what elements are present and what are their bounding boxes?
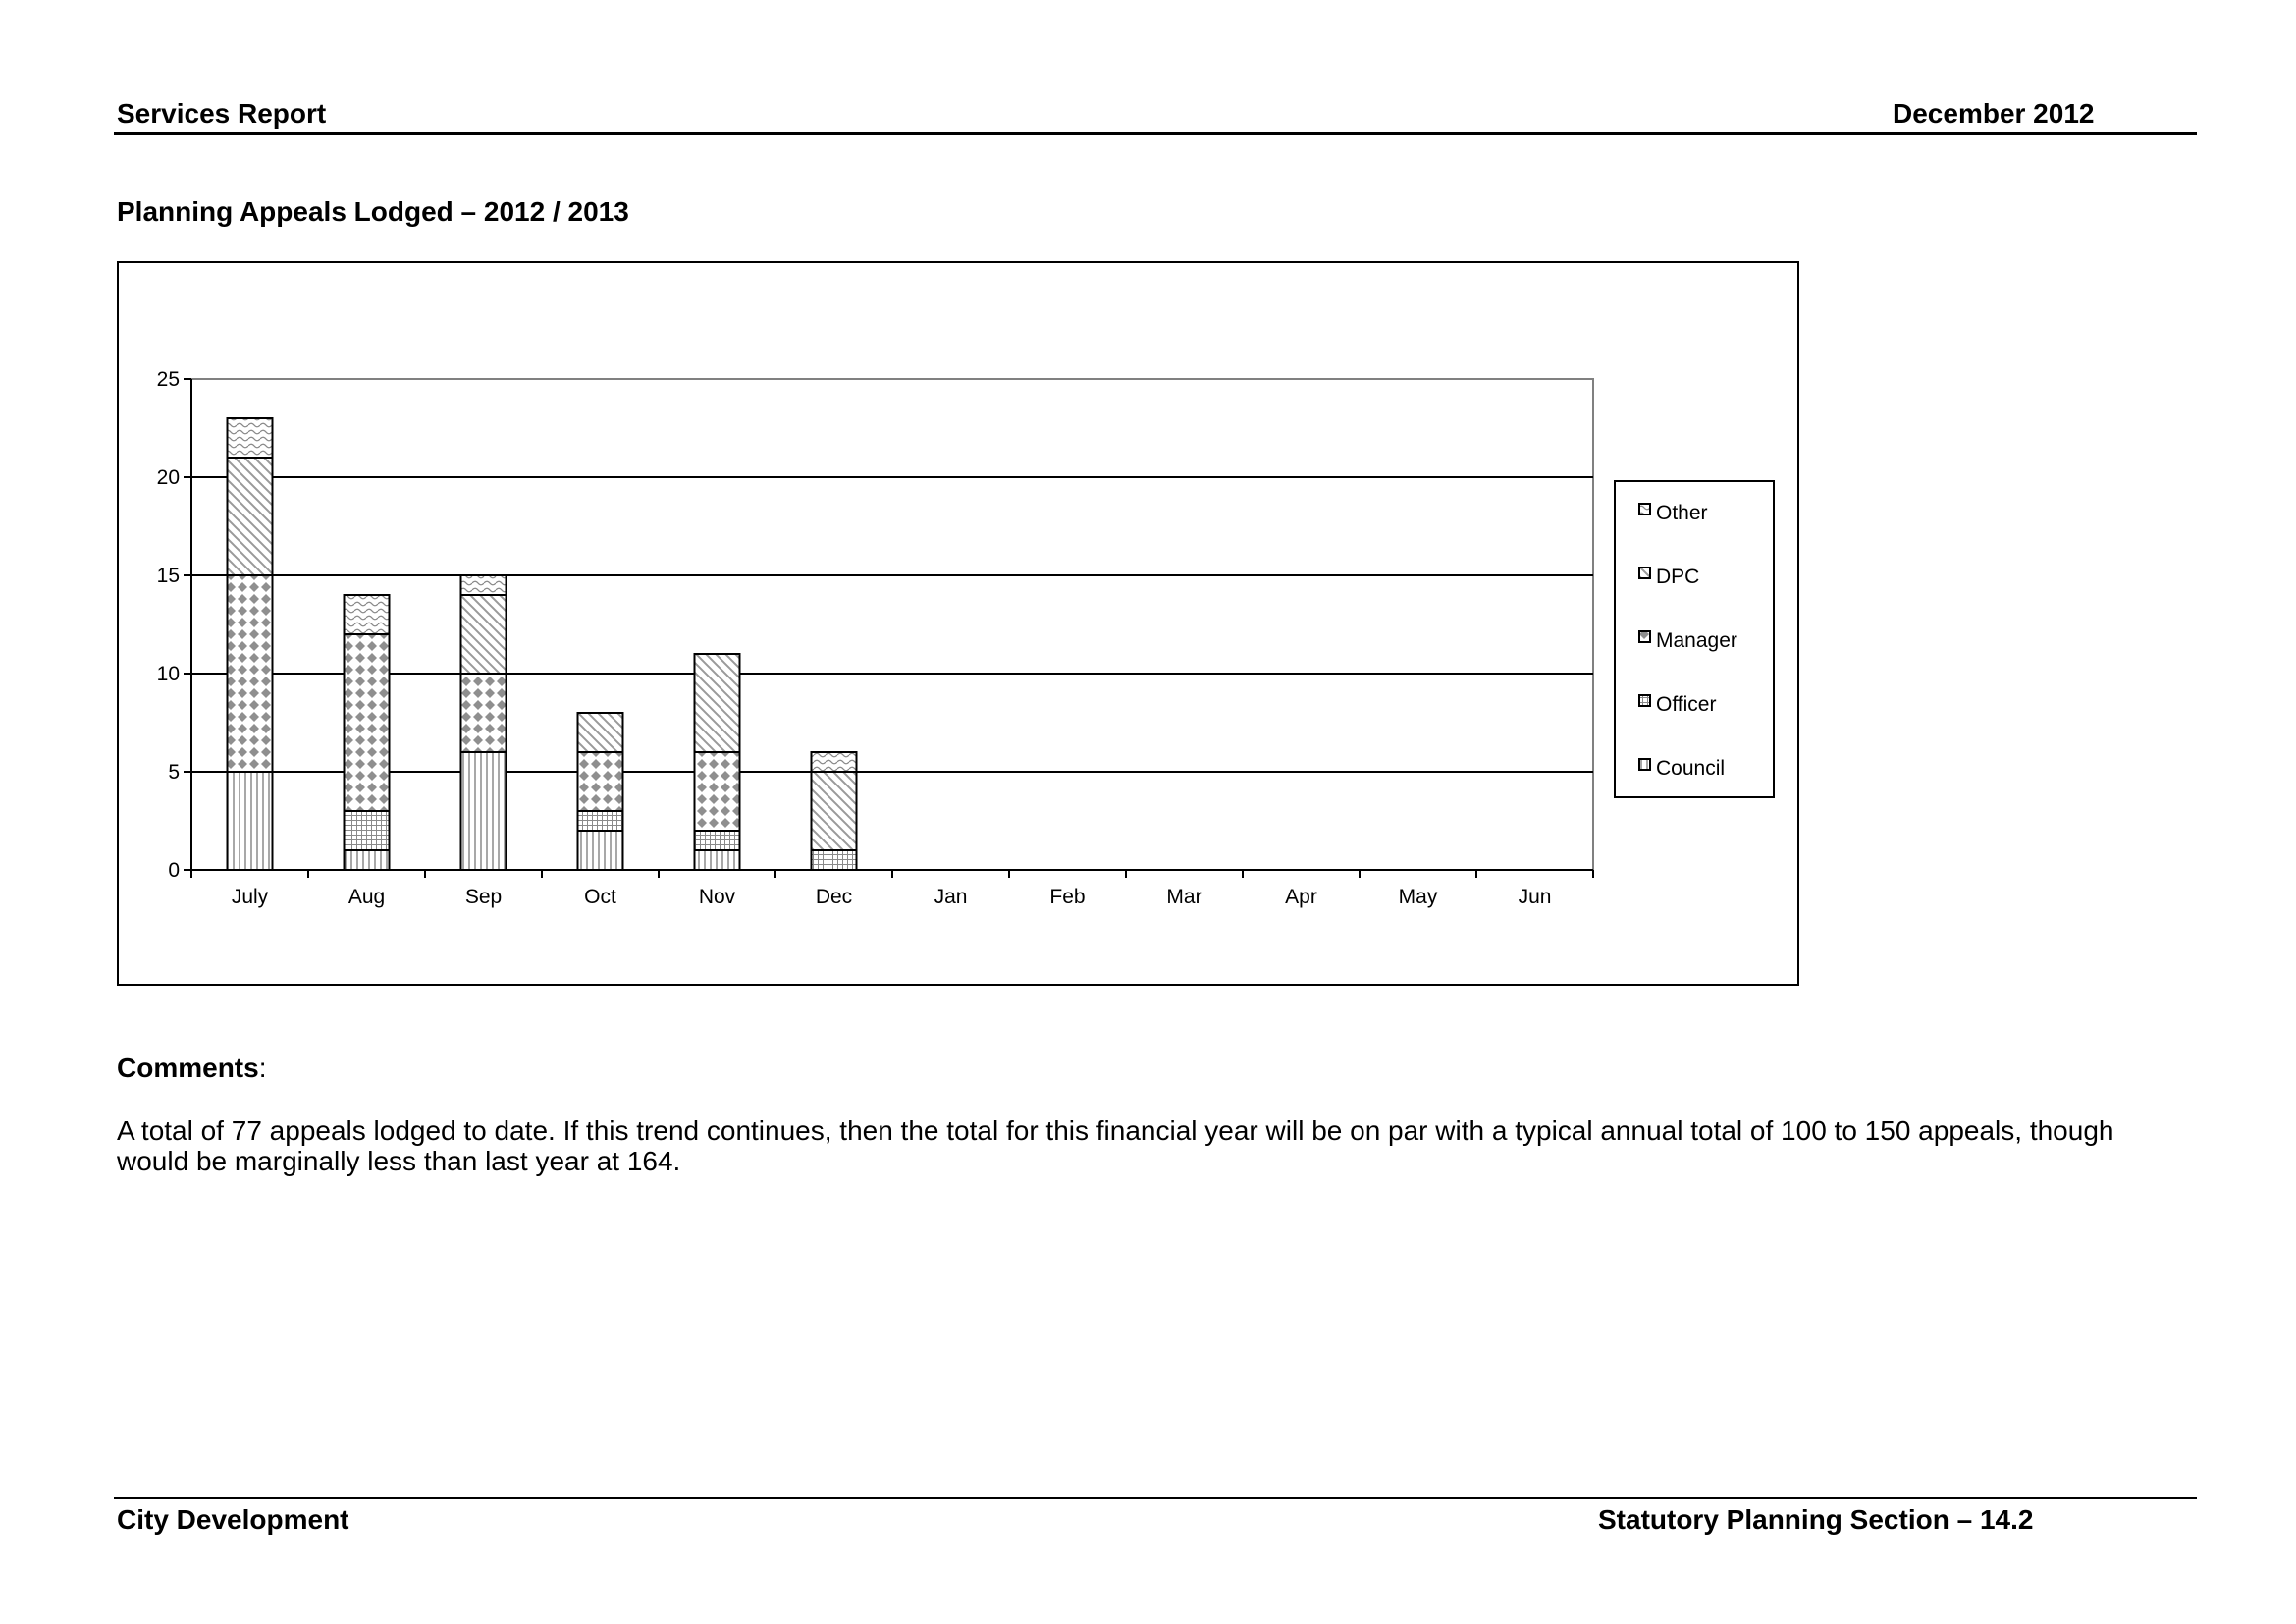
bar-oct-officer	[578, 811, 623, 831]
legend-swatch-council	[1639, 759, 1650, 770]
footer-left: City Development	[117, 1504, 349, 1535]
comments-text: A total of 77 appeals lodged to date. If this trend continues, then the total for this financial year will be on par with a typical annual total of 100 to 150 appeals, though would be marginally less than last year at 164.	[117, 1115, 2114, 1176]
bar-july-dpc	[228, 458, 273, 575]
bar-nov-manager	[695, 752, 740, 831]
legend-label-other: Other	[1656, 502, 1708, 524]
bar-sep-council	[461, 752, 507, 870]
x-tick-label: Jun	[1518, 886, 1552, 908]
bar-oct-dpc	[578, 713, 623, 752]
bar-july-manager	[228, 575, 273, 772]
bar-aug-manager	[345, 634, 390, 811]
x-tick-label: July	[231, 886, 269, 908]
bar-aug-officer	[345, 811, 390, 850]
legend-label-council: Council	[1656, 757, 1726, 780]
bar-aug-council	[345, 850, 390, 870]
bar-july-other	[228, 418, 273, 458]
x-tick-label: Sep	[464, 886, 503, 908]
chart-title: Planning Appeals Lodged – 2012 / 2013	[117, 196, 629, 227]
bar-nov-officer	[695, 831, 740, 850]
header-left-title: Services Report	[117, 98, 327, 129]
legend-swatch-officer	[1639, 695, 1650, 706]
header-rule	[114, 132, 2197, 135]
comments-heading	[117, 1053, 266, 1084]
x-tick-label: Jan	[934, 886, 968, 908]
x-tick-label: Oct	[584, 886, 616, 908]
x-tick-label: Apr	[1285, 886, 1317, 908]
y-tick-label: 15	[156, 565, 180, 587]
header-right-date: December 2012	[1893, 98, 2095, 129]
bar-sep-dpc	[461, 595, 507, 674]
bar-nov-council	[695, 850, 740, 870]
bar-july-council	[228, 772, 273, 870]
legend-label-dpc: DPC	[1656, 566, 1700, 588]
x-tick-label: Dec	[815, 886, 853, 908]
bar-sep-manager	[461, 674, 507, 752]
legend	[1615, 481, 1774, 797]
chart-frame	[117, 261, 1799, 986]
legend-label-manager: Manager	[1656, 629, 1737, 652]
legend-swatch-other	[1639, 504, 1650, 514]
bar-dec-other	[812, 752, 857, 772]
bar-nov-dpc	[695, 654, 740, 752]
legend-swatch-manager	[1639, 631, 1650, 642]
footer-rule	[114, 1497, 2197, 1499]
x-tick-label: May	[1398, 886, 1438, 908]
stacked-bar-chart	[119, 263, 1797, 984]
x-tick-label: Mar	[1166, 886, 1202, 908]
gridlines	[191, 379, 1593, 870]
bar-oct-manager	[578, 752, 623, 811]
comments-heading-label: Comments	[117, 1053, 259, 1083]
y-tick-label: 10	[156, 663, 180, 685]
bar-sep-other	[461, 575, 507, 595]
bar-dec-dpc	[812, 772, 857, 850]
x-tick-label: Feb	[1049, 886, 1086, 908]
bar-oct-council	[578, 831, 623, 870]
x-tick-label: Nov	[698, 886, 736, 908]
footer-right: Statutory Planning Section – 14.2	[1598, 1504, 2034, 1535]
y-tick-label: 0	[168, 859, 180, 882]
legend-swatch-dpc	[1639, 568, 1650, 578]
x-tick-label: Aug	[347, 886, 386, 908]
y-tick-label: 5	[168, 761, 180, 784]
y-tick-label: 20	[156, 466, 180, 489]
legend-label-officer: Officer	[1656, 693, 1717, 716]
bar-dec-officer	[812, 850, 857, 870]
bar-aug-other	[345, 595, 390, 634]
comments-heading-colon: :	[258, 1053, 267, 1083]
bars	[228, 418, 857, 870]
y-tick-label: 25	[156, 368, 180, 391]
plot-area	[191, 379, 1593, 870]
